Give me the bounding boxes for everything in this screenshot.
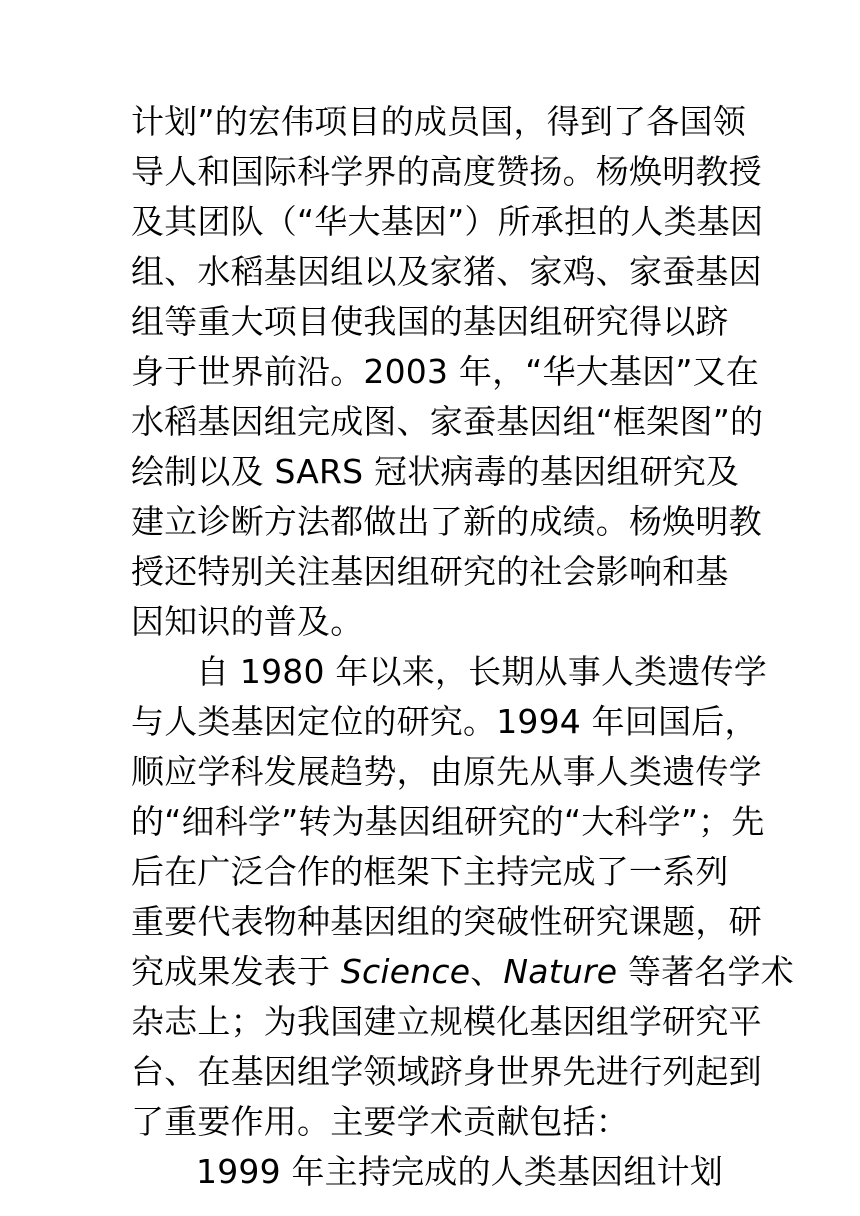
- text-line: 建立诊断方法都做出了新的成绩。杨焕明教: [131, 502, 762, 541]
- text-line: 计划”的宏伟项目的成员国，得到了各国领: [131, 102, 746, 141]
- text-line: 组、水稻基因组以及家猪、家鸡、家蚕基因: [131, 252, 762, 291]
- journal-name-science: Science: [340, 952, 471, 991]
- text-line: 了重要作用。主要学术贡献包括：: [131, 1102, 629, 1141]
- paragraph-first-line: 1999 年主持完成的人类基因组计划: [196, 1152, 724, 1191]
- text-line: 的“细科学”转为基因组研究的“大科学”；先: [131, 802, 765, 841]
- text-line: 水稻基因组完成图、家蚕基因组“框架图”的: [131, 402, 764, 441]
- text-line: 组等重大项目使我国的基因组研究得以跻: [131, 302, 729, 341]
- text-line: 顺应学科发展趋势，由原先从事人类遗传学: [131, 752, 762, 791]
- text-segment: 究成果发表于: [131, 952, 341, 991]
- text-line: 授还特别关注基因组研究的社会影响和基: [131, 552, 729, 591]
- text-line: 绘制以及 SARS 冠状病毒的基因组研究及: [131, 452, 740, 491]
- text-line: 与人类基因定位的研究。1994 年回国后，: [131, 702, 758, 741]
- paragraph-first-line: 自 1980 年以来，长期从事人类遗传学: [196, 652, 767, 691]
- text-segment: 等著名学术: [617, 952, 794, 991]
- journal-name-nature: Nature: [503, 952, 618, 991]
- text-line: 后在广泛合作的框架下主持完成了一系列: [131, 852, 729, 891]
- text-line: 重要代表物种基因组的突破性研究课题，研: [131, 902, 762, 941]
- text-line: 因知识的普及。: [131, 602, 364, 641]
- text-line: 及其团队（“华大基因”）所承担的人类基因: [131, 202, 764, 241]
- text-line: 身于世界前沿。2003 年，“华大基因”又在: [131, 352, 760, 391]
- text-line: 导人和国际科学界的高度赞扬。杨焕明教授: [131, 152, 762, 191]
- text-line: [131, 950, 794, 994]
- text-segment: 、: [470, 952, 504, 991]
- text-line: 杂志上；为我国建立规模化基因组学研究平: [131, 1002, 762, 1041]
- text-line: 台、在基因组学领域跻身世界先进行列起到: [131, 1052, 762, 1091]
